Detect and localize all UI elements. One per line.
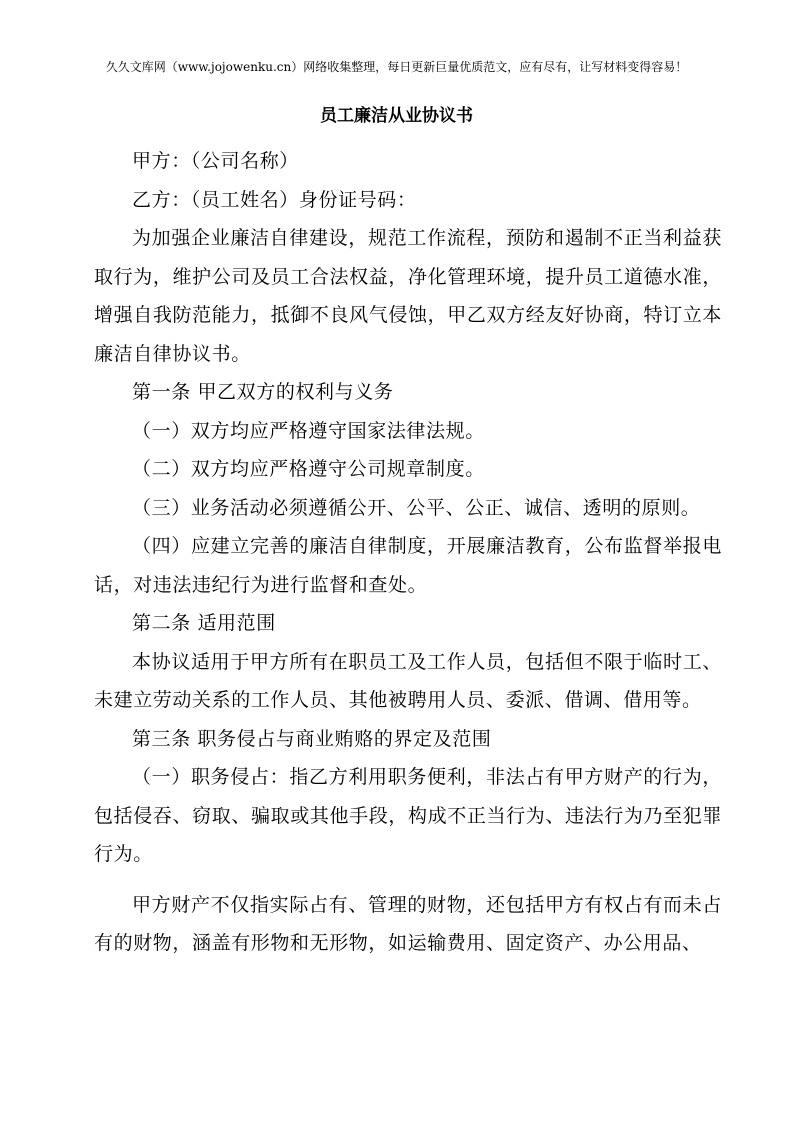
article-2-heading: 第二条 适用范围	[132, 612, 276, 634]
article-2-paragraph: 本协议适用于甲方所有在职员工及工作人员，包括但不限于临时工、未建立劳动关系的工作人员、其他被聘用人员、委派、借调、借用等。	[94, 650, 722, 711]
article-3-paragraph: 甲方财产不仅指实际占有、管理的财物，还包括甲方有权占有而未占有的财物，涵盖有形物和无形物，如运输费用、固定资产、办公用品、	[94, 893, 722, 954]
party-a-line: 甲方：（公司名称）	[132, 150, 299, 172]
preamble-paragraph: 为加强企业廉洁自律建设，规范工作流程，预防和遏制不正当利益获取行为，维护公司及员工合法权益，净化管理环境，提升员工道德水准，增强自我防范能力，抵御不良风气侵蚀，甲乙双方经友好协商，特订立本廉洁自律协议书。	[94, 227, 722, 365]
header-banner: 久久文库网（www.jojowenku.cn）网络收集整理，每日更新巨量优质范文，应有尽有，让写材料变得容易！	[105, 60, 688, 74]
article-3-item-1: （一）职务侵占：指乙方利用职务便利，非法占有甲方财产的行为，包括侵吞、窃取、骗取或其他手段，构成不正当行为、违法行为乃至犯罪行为。	[94, 766, 722, 865]
document-body	[94, 142, 722, 963]
document-title: 员工廉洁从业协议书	[320, 106, 473, 126]
article-1-heading: 第一条 甲乙双方的权利与义务	[132, 381, 394, 403]
article-1-item-2: （二）双方均应严格遵守公司规章制度。	[132, 458, 485, 480]
article-3-heading: 第三条 职务侵占与商业贿赂的界定及范围	[132, 727, 492, 750]
article-1-item-1: （一）双方均应严格遵守国家法律法规。	[132, 419, 485, 442]
article-1-item-3: （三）业务活动必须遵循公开、公平、公正、诚信、透明的原则。	[132, 496, 701, 519]
article-1-item-4: （四）应建立完善的廉洁自律制度，开展廉洁教育，公布监督举报电话，对违法违纪行为进行监督和查处。	[94, 535, 722, 596]
party-b-line: 乙方：（员工姓名）身份证号码：	[132, 188, 417, 211]
